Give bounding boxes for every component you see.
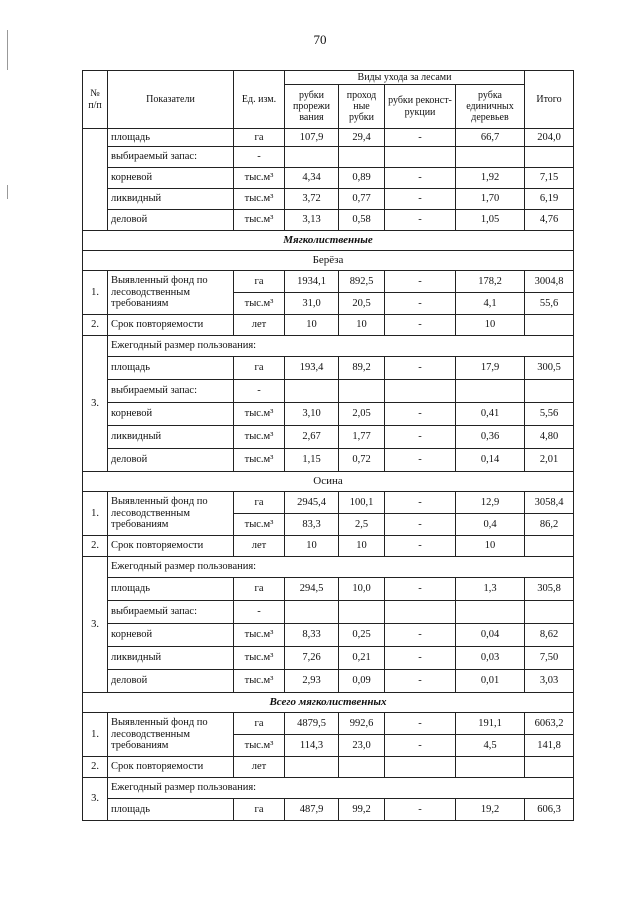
single-tree-value: 19,2 — [456, 799, 525, 821]
unit-cell: тыс.м³ — [234, 670, 285, 693]
row-number — [83, 129, 108, 231]
table-row — [83, 536, 574, 557]
header-indicators: Показатели — [108, 71, 234, 129]
single-tree-value: 191,1 — [456, 713, 525, 735]
thinning-value: 10 — [285, 536, 339, 557]
thinning-value — [285, 147, 339, 168]
total-value: 86,2 — [525, 514, 574, 536]
row-number: 1. — [83, 271, 108, 315]
reconstruction-value: - — [385, 514, 456, 536]
passage-value — [339, 147, 385, 168]
unit-cell: га — [234, 271, 285, 293]
thinning-value: 114,3 — [285, 735, 339, 757]
indicator-label: Срок повторяемости — [108, 315, 234, 336]
header-group: Виды ухода за лесами — [285, 71, 525, 85]
total-value: 8,62 — [525, 624, 574, 647]
thinning-value: 8,33 — [285, 624, 339, 647]
total-value: 3004,8 — [525, 271, 574, 293]
total-value: 300,5 — [525, 357, 574, 380]
single-tree-value: 178,2 — [456, 271, 525, 293]
passage-value: 20,5 — [339, 293, 385, 315]
single-tree-value: 0,01 — [456, 670, 525, 693]
header-unit: Ед. изм. — [234, 71, 285, 129]
header-col3: рубки реконст- рукции — [385, 85, 456, 129]
table-row — [83, 647, 574, 670]
thinning-value — [285, 757, 339, 778]
passage-value: 23,0 — [339, 735, 385, 757]
total-value: 606,3 — [525, 799, 574, 821]
thinning-value: 2945,4 — [285, 492, 339, 514]
total-value: 7,50 — [525, 647, 574, 670]
reconstruction-value: - — [385, 210, 456, 231]
header-col2: проход ные рубки — [339, 85, 385, 129]
thinning-value: 31,0 — [285, 293, 339, 315]
total-value — [525, 315, 574, 336]
total-value — [525, 601, 574, 624]
single-tree-value: 0,04 — [456, 624, 525, 647]
single-tree-value: 17,9 — [456, 357, 525, 380]
single-tree-value — [456, 757, 525, 778]
unit-cell: лет — [234, 315, 285, 336]
indicator-label: ликвидный — [108, 647, 234, 670]
unit-cell: тыс.м³ — [234, 514, 285, 536]
passage-value: 0,77 — [339, 189, 385, 210]
header-total: Итого — [525, 71, 574, 129]
thinning-value: 294,5 — [285, 578, 339, 601]
table-row — [83, 757, 574, 778]
reconstruction-value: - — [385, 426, 456, 449]
section-title: Берёза — [83, 251, 574, 271]
single-tree-value: 1,70 — [456, 189, 525, 210]
single-tree-value: 1,05 — [456, 210, 525, 231]
indicator-label: деловой — [108, 449, 234, 472]
total-value: 3,03 — [525, 670, 574, 693]
total-value: 4,76 — [525, 210, 574, 231]
reconstruction-value — [385, 757, 456, 778]
thinning-value: 83,3 — [285, 514, 339, 536]
indicator-label: Срок повторяемости — [108, 536, 234, 557]
indicator-label: Выявленный фонд по лесоводственным требованиям — [108, 271, 234, 315]
table-row — [83, 426, 574, 449]
forest-care-table — [82, 70, 574, 821]
reconstruction-value — [385, 147, 456, 168]
passage-value — [339, 757, 385, 778]
thinning-value: 2,67 — [285, 426, 339, 449]
single-tree-value — [456, 147, 525, 168]
unit-cell: тыс.м³ — [234, 426, 285, 449]
thinning-value: 10 — [285, 315, 339, 336]
single-tree-value: 12,9 — [456, 492, 525, 514]
scan-artifact — [7, 185, 8, 199]
reconstruction-value: - — [385, 403, 456, 426]
single-tree-value — [456, 380, 525, 403]
thinning-value: 3,13 — [285, 210, 339, 231]
thinning-value: 193,4 — [285, 357, 339, 380]
table-row — [83, 336, 574, 357]
single-tree-value: 0,14 — [456, 449, 525, 472]
passage-value: 89,2 — [339, 357, 385, 380]
table-row — [83, 251, 574, 271]
passage-value: 0,89 — [339, 168, 385, 189]
indicator-label: Ежегодный размер пользования: — [108, 778, 574, 799]
single-tree-value: 0,03 — [456, 647, 525, 670]
reconstruction-value — [385, 601, 456, 624]
total-value: 2,01 — [525, 449, 574, 472]
indicator-label: выбираемый запас: — [108, 380, 234, 403]
table-row — [83, 189, 574, 210]
table-row — [83, 492, 574, 514]
single-tree-value: 1,3 — [456, 578, 525, 601]
indicator-label: Ежегодный размер пользования: — [108, 557, 574, 578]
thinning-value: 7,26 — [285, 647, 339, 670]
table-row — [83, 713, 574, 735]
thinning-value — [285, 380, 339, 403]
thinning-value: 1934,1 — [285, 271, 339, 293]
row-number: 1. — [83, 713, 108, 757]
unit-cell: тыс.м³ — [234, 449, 285, 472]
table-row — [83, 693, 574, 713]
thinning-value: 4,34 — [285, 168, 339, 189]
reconstruction-value: - — [385, 647, 456, 670]
indicator-label: Срок повторяемости — [108, 757, 234, 778]
unit-cell: га — [234, 578, 285, 601]
reconstruction-value: - — [385, 670, 456, 693]
total-value: 4,80 — [525, 426, 574, 449]
passage-value: 892,5 — [339, 271, 385, 293]
table-row — [83, 449, 574, 472]
passage-value — [339, 380, 385, 403]
reconstruction-value: - — [385, 735, 456, 757]
unit-cell: тыс.м³ — [234, 403, 285, 426]
table-row — [83, 778, 574, 799]
total-value: 5,56 — [525, 403, 574, 426]
thinning-value: 3,72 — [285, 189, 339, 210]
indicator-label: площадь — [108, 799, 234, 821]
indicator-label: Выявленный фонд по лесоводственным требованиям — [108, 492, 234, 536]
single-tree-value: 66,7 — [456, 129, 525, 147]
total-value: 204,0 — [525, 129, 574, 147]
row-number: 1. — [83, 492, 108, 536]
total-value: 6063,2 — [525, 713, 574, 735]
passage-value: 0,09 — [339, 670, 385, 693]
table-row — [83, 147, 574, 168]
passage-value — [339, 601, 385, 624]
thinning-value: 2,93 — [285, 670, 339, 693]
unit-cell: тыс.м³ — [234, 647, 285, 670]
section-title: Всего мягколиственных — [83, 693, 574, 713]
total-value: 3058,4 — [525, 492, 574, 514]
total-value — [525, 757, 574, 778]
single-tree-value: 10 — [456, 315, 525, 336]
single-tree-value: 0,4 — [456, 514, 525, 536]
total-value: 6,19 — [525, 189, 574, 210]
thinning-value: 3,10 — [285, 403, 339, 426]
single-tree-value — [456, 601, 525, 624]
reconstruction-value: - — [385, 492, 456, 514]
unit-cell: тыс.м³ — [234, 735, 285, 757]
indicator-label: площадь — [108, 129, 234, 147]
passage-value: 0,21 — [339, 647, 385, 670]
total-value — [525, 536, 574, 557]
indicator-label: деловой — [108, 670, 234, 693]
passage-value: 29,4 — [339, 129, 385, 147]
row-number: 3. — [83, 336, 108, 472]
unit-cell: га — [234, 129, 285, 147]
passage-value: 0,58 — [339, 210, 385, 231]
single-tree-value: 0,36 — [456, 426, 525, 449]
reconstruction-value: - — [385, 271, 456, 293]
total-value: 141,8 — [525, 735, 574, 757]
table-row — [83, 557, 574, 578]
total-value — [525, 147, 574, 168]
table-row — [83, 168, 574, 189]
total-value: 7,15 — [525, 168, 574, 189]
reconstruction-value: - — [385, 449, 456, 472]
single-tree-value: 10 — [456, 536, 525, 557]
indicator-label: выбираемый запас: — [108, 601, 234, 624]
single-tree-value: 1,92 — [456, 168, 525, 189]
thinning-value: 1,15 — [285, 449, 339, 472]
single-tree-value: 4,1 — [456, 293, 525, 315]
reconstruction-value: - — [385, 129, 456, 147]
unit-cell: - — [234, 380, 285, 403]
passage-value: 10 — [339, 536, 385, 557]
indicator-label: площадь — [108, 578, 234, 601]
indicator-label: площадь — [108, 357, 234, 380]
section-title: Мягколиственные — [83, 231, 574, 251]
table-row — [83, 670, 574, 693]
unit-cell: тыс.м³ — [234, 189, 285, 210]
header-col4: рубка единичных деревьев — [456, 85, 525, 129]
indicator-label: корневой — [108, 168, 234, 189]
passage-value: 99,2 — [339, 799, 385, 821]
unit-cell: га — [234, 357, 285, 380]
unit-cell: - — [234, 147, 285, 168]
unit-cell: лет — [234, 757, 285, 778]
passage-value: 0,72 — [339, 449, 385, 472]
table-row — [83, 357, 574, 380]
reconstruction-value: - — [385, 536, 456, 557]
indicator-label: деловой — [108, 210, 234, 231]
row-number: 3. — [83, 778, 108, 821]
unit-cell: - — [234, 601, 285, 624]
reconstruction-value: - — [385, 799, 456, 821]
section-title: Осина — [83, 472, 574, 492]
indicator-label: корневой — [108, 403, 234, 426]
unit-cell: тыс.м³ — [234, 624, 285, 647]
reconstruction-value: - — [385, 168, 456, 189]
table-row — [83, 231, 574, 251]
thinning-value — [285, 601, 339, 624]
table-row — [83, 380, 574, 403]
indicator-label: Ежегодный размер пользования: — [108, 336, 574, 357]
indicator-label: корневой — [108, 624, 234, 647]
passage-value: 0,25 — [339, 624, 385, 647]
unit-cell: га — [234, 713, 285, 735]
reconstruction-value: - — [385, 315, 456, 336]
unit-cell: лет — [234, 536, 285, 557]
unit-cell: га — [234, 492, 285, 514]
single-tree-value: 4,5 — [456, 735, 525, 757]
reconstruction-value: - — [385, 189, 456, 210]
passage-value: 992,6 — [339, 713, 385, 735]
thinning-value: 4879,5 — [285, 713, 339, 735]
row-number: 2. — [83, 315, 108, 336]
table-row — [83, 210, 574, 231]
indicator-label: Выявленный фонд по лесоводственным требованиям — [108, 713, 234, 757]
total-value — [525, 380, 574, 403]
thinning-value: 107,9 — [285, 129, 339, 147]
passage-value: 2,05 — [339, 403, 385, 426]
table-row — [83, 129, 574, 147]
thinning-value: 487,9 — [285, 799, 339, 821]
table-row — [83, 601, 574, 624]
row-number: 2. — [83, 757, 108, 778]
reconstruction-value — [385, 380, 456, 403]
header-num: № п/п — [83, 71, 108, 129]
passage-value: 2,5 — [339, 514, 385, 536]
reconstruction-value: - — [385, 578, 456, 601]
table-row — [83, 578, 574, 601]
unit-cell: га — [234, 799, 285, 821]
passage-value: 1,77 — [339, 426, 385, 449]
row-number: 3. — [83, 557, 108, 693]
unit-cell: тыс.м³ — [234, 210, 285, 231]
indicator-label: ликвидный — [108, 426, 234, 449]
indicator-label: выбираемый запас: — [108, 147, 234, 168]
reconstruction-value: - — [385, 624, 456, 647]
total-value: 55,6 — [525, 293, 574, 315]
passage-value: 10 — [339, 315, 385, 336]
passage-value: 10,0 — [339, 578, 385, 601]
table-row — [83, 271, 574, 293]
passage-value: 100,1 — [339, 492, 385, 514]
table-row — [83, 799, 574, 821]
scan-artifact — [7, 30, 8, 70]
total-value: 305,8 — [525, 578, 574, 601]
header-col1: рубки прорежи вания — [285, 85, 339, 129]
reconstruction-value: - — [385, 293, 456, 315]
single-tree-value: 0,41 — [456, 403, 525, 426]
unit-cell: тыс.м³ — [234, 168, 285, 189]
row-number: 2. — [83, 536, 108, 557]
table-row — [83, 315, 574, 336]
table-row — [83, 403, 574, 426]
table-row — [83, 624, 574, 647]
table-row — [83, 472, 574, 492]
indicator-label: ликвидный — [108, 189, 234, 210]
reconstruction-value: - — [385, 713, 456, 735]
page-number: 70 — [313, 32, 327, 47]
unit-cell: тыс.м³ — [234, 293, 285, 315]
reconstruction-value: - — [385, 357, 456, 380]
